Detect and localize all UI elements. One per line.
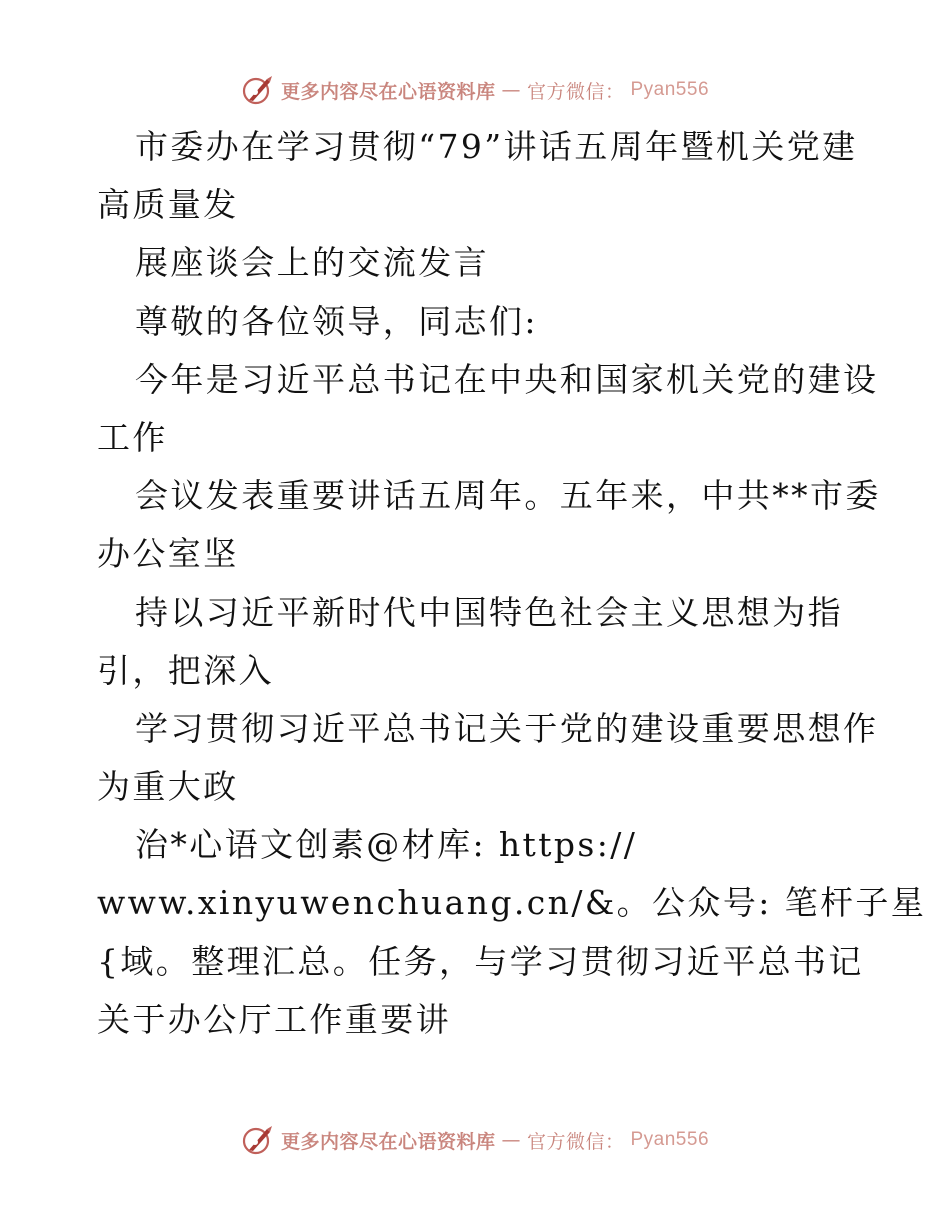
watermark-id: Pyan556 bbox=[630, 1129, 710, 1150]
text-line: 为重大政 bbox=[97, 767, 239, 807]
text-line: www.xinyuwenchuang.cn/&。公众号: 笔杆子星 bbox=[97, 883, 927, 923]
text-line: 办公室坚 bbox=[97, 534, 239, 574]
text-line: 今年是习近平总书记在中央和国家机关党的建设 bbox=[135, 359, 879, 399]
watermark-label: 官方微信： bbox=[526, 80, 625, 103]
text-line: 高质量发 bbox=[97, 185, 239, 225]
text-line: 学习贯彻习近平总书记关于党的建设重要思想作 bbox=[135, 708, 879, 748]
text-line: 关于办公厅工作重要讲 bbox=[97, 999, 451, 1039]
document-body bbox=[97, 118, 927, 1049]
text-line: 工作 bbox=[97, 417, 168, 457]
quill-circle-icon bbox=[241, 73, 275, 107]
watermark-separator: — bbox=[501, 79, 521, 101]
watermark-separator: — bbox=[501, 1129, 521, 1151]
text-line: 展座谈会上的交流发言 bbox=[135, 243, 489, 283]
watermark-text: 更多内容尽在心语资料库 bbox=[280, 1130, 496, 1153]
watermark-label: 官方微信： bbox=[526, 1130, 625, 1153]
text-line: 引，把深入 bbox=[97, 650, 274, 690]
quill-circle-icon bbox=[241, 1123, 275, 1157]
watermark-header bbox=[0, 72, 950, 108]
watermark-text: 更多内容尽在心语资料库 bbox=[280, 80, 496, 103]
watermark-footer bbox=[0, 1122, 950, 1158]
text-line: 持以习近平新时代中国特色社会主义思想为指 bbox=[135, 592, 843, 632]
text-line: 尊敬的各位领导，同志们: bbox=[135, 301, 538, 341]
text-line: 市委办在学习贯彻“79”讲话五周年暨机关党建 bbox=[135, 127, 858, 166]
text-line: 治*心语文创素@材库: https:// bbox=[135, 825, 638, 865]
text-line: {域。整理汇总。任务，与学习贯彻习近平总书记 bbox=[97, 941, 864, 981]
text-line: 会议发表重要讲话五周年。五年来，中共**市委 bbox=[135, 476, 881, 516]
watermark-id: Pyan556 bbox=[630, 79, 710, 100]
